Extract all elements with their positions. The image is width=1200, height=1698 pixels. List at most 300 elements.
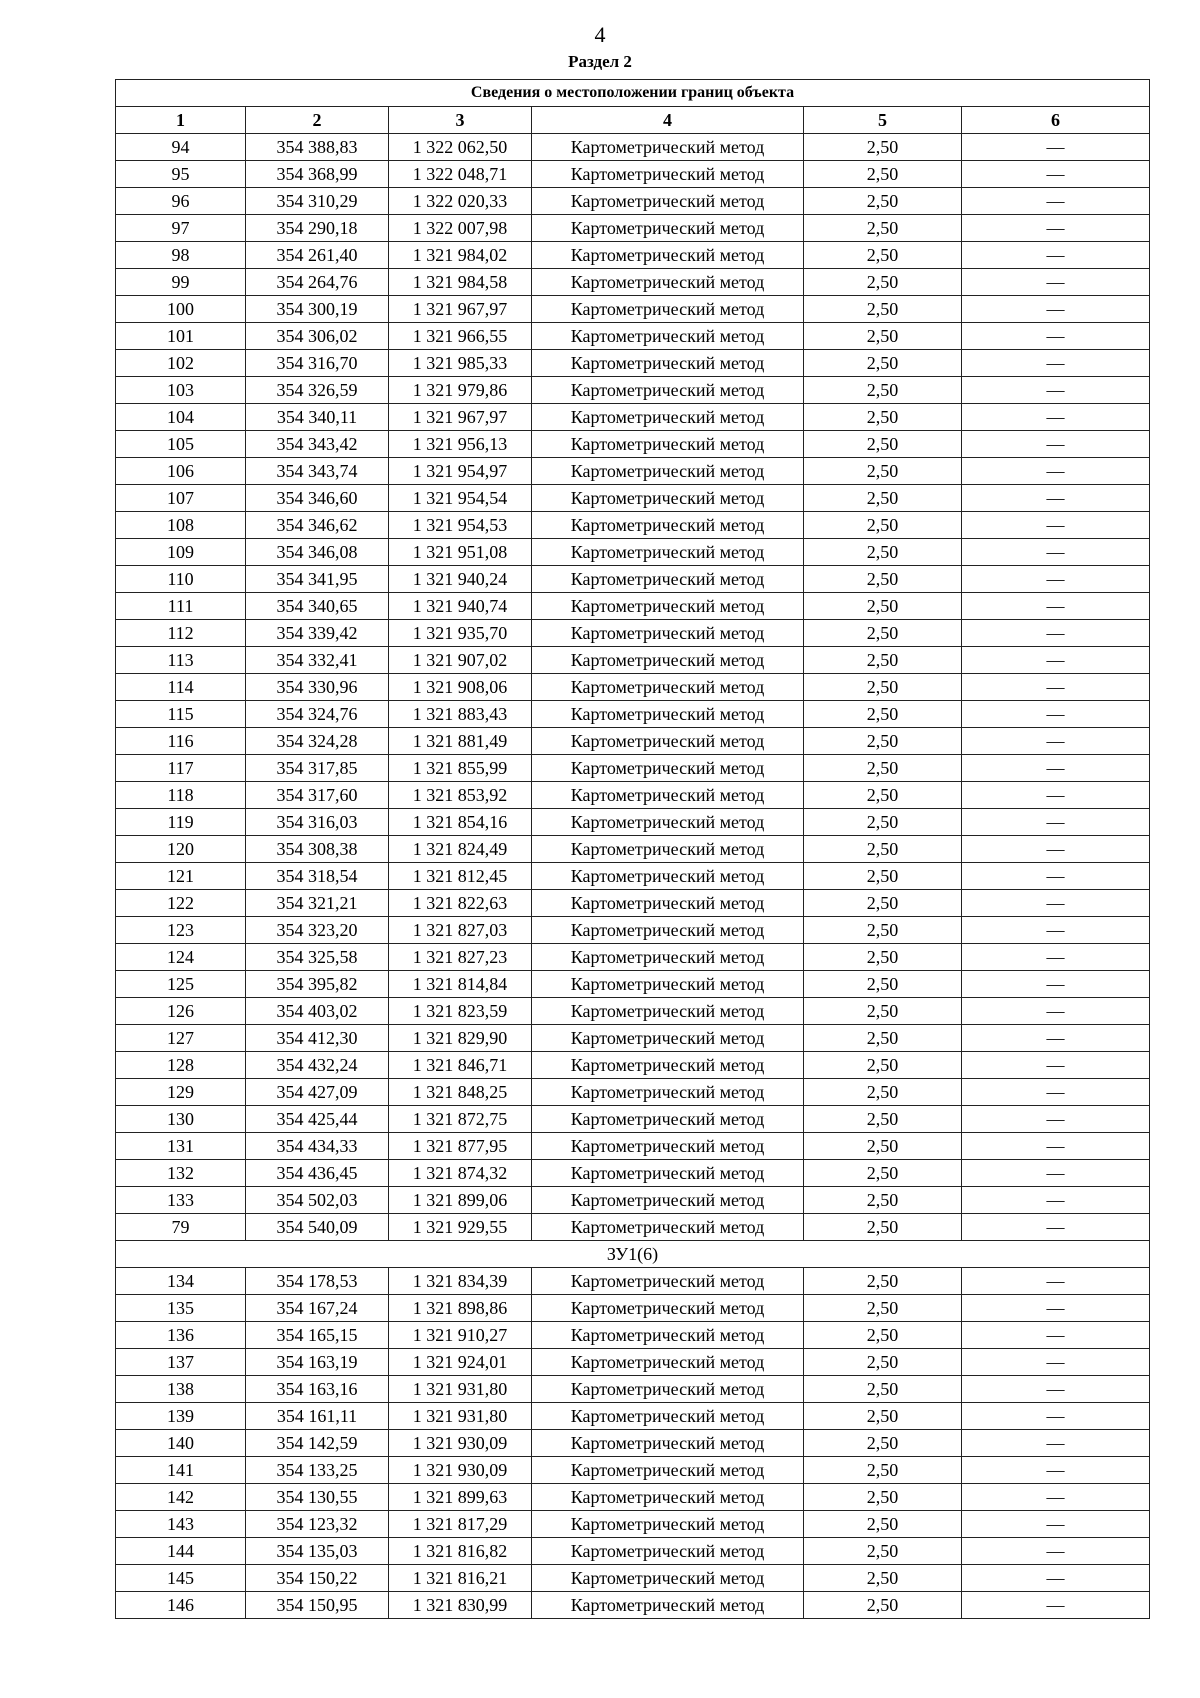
method-cell: Картометрический метод <box>532 1052 804 1079</box>
accuracy-cell: 2,50 <box>804 539 962 566</box>
point-number-cell: 119 <box>116 809 246 836</box>
y-coordinate-cell: 1 321 827,23 <box>389 944 532 971</box>
y-coordinate-cell: 1 321 930,09 <box>389 1457 532 1484</box>
description-cell: — <box>962 1349 1150 1376</box>
table-row <box>116 1592 1150 1619</box>
method-cell: Картометрический метод <box>532 485 804 512</box>
accuracy-cell: 2,50 <box>804 1349 962 1376</box>
accuracy-cell: 2,50 <box>804 1268 962 1295</box>
accuracy-cell: 2,50 <box>804 1511 962 1538</box>
description-cell: — <box>962 917 1150 944</box>
x-coordinate-cell: 354 163,16 <box>246 1376 389 1403</box>
description-cell: — <box>962 1133 1150 1160</box>
y-coordinate-cell: 1 321 907,02 <box>389 647 532 674</box>
x-coordinate-cell: 354 395,82 <box>246 971 389 998</box>
point-number-cell: 105 <box>116 431 246 458</box>
table-row <box>116 1322 1150 1349</box>
method-cell: Картометрический метод <box>532 377 804 404</box>
point-number-cell: 100 <box>116 296 246 323</box>
accuracy-cell: 2,50 <box>804 1025 962 1052</box>
point-number-cell: 130 <box>116 1106 246 1133</box>
table-row <box>116 863 1150 890</box>
description-cell: — <box>962 674 1150 701</box>
description-cell: — <box>962 215 1150 242</box>
y-coordinate-cell: 1 321 984,02 <box>389 242 532 269</box>
description-cell: — <box>962 1430 1150 1457</box>
table-row <box>116 1187 1150 1214</box>
y-coordinate-cell: 1 321 848,25 <box>389 1079 532 1106</box>
accuracy-cell: 2,50 <box>804 971 962 998</box>
y-coordinate-cell: 1 321 816,21 <box>389 1565 532 1592</box>
accuracy-cell: 2,50 <box>804 1295 962 1322</box>
method-cell: Картометрический метод <box>532 1025 804 1052</box>
x-coordinate-cell: 354 310,29 <box>246 188 389 215</box>
x-coordinate-cell: 354 368,99 <box>246 161 389 188</box>
y-coordinate-cell: 1 321 984,58 <box>389 269 532 296</box>
x-coordinate-cell: 354 317,85 <box>246 755 389 782</box>
table-row <box>116 1268 1150 1295</box>
description-cell: — <box>962 728 1150 755</box>
x-coordinate-cell: 354 388,83 <box>246 134 389 161</box>
y-coordinate-cell: 1 321 834,39 <box>389 1268 532 1295</box>
accuracy-cell: 2,50 <box>804 944 962 971</box>
accuracy-cell: 2,50 <box>804 1079 962 1106</box>
point-number-cell: 117 <box>116 755 246 782</box>
accuracy-cell: 2,50 <box>804 350 962 377</box>
accuracy-cell: 2,50 <box>804 863 962 890</box>
accuracy-cell: 2,50 <box>804 188 962 215</box>
method-cell: Картометрический метод <box>532 593 804 620</box>
table-row <box>116 566 1150 593</box>
x-coordinate-cell: 354 300,19 <box>246 296 389 323</box>
table-row <box>116 215 1150 242</box>
x-coordinate-cell: 354 130,55 <box>246 1484 389 1511</box>
x-coordinate-cell: 354 427,09 <box>246 1079 389 1106</box>
x-coordinate-cell: 354 330,96 <box>246 674 389 701</box>
y-coordinate-cell: 1 321 931,80 <box>389 1376 532 1403</box>
x-coordinate-cell: 354 163,19 <box>246 1349 389 1376</box>
method-cell: Картометрический метод <box>532 728 804 755</box>
table-row <box>116 647 1150 674</box>
method-cell: Картометрический метод <box>532 1376 804 1403</box>
table-row <box>116 701 1150 728</box>
description-cell: — <box>962 1403 1150 1430</box>
x-coordinate-cell: 354 436,45 <box>246 1160 389 1187</box>
method-cell: Картометрический метод <box>532 1592 804 1619</box>
point-number-cell: 140 <box>116 1430 246 1457</box>
description-cell: — <box>962 809 1150 836</box>
accuracy-cell: 2,50 <box>804 1403 962 1430</box>
table-row <box>116 404 1150 431</box>
point-number-cell: 138 <box>116 1376 246 1403</box>
x-coordinate-cell: 354 150,22 <box>246 1565 389 1592</box>
table-row <box>116 944 1150 971</box>
description-cell: — <box>962 188 1150 215</box>
x-coordinate-cell: 354 346,60 <box>246 485 389 512</box>
table-row <box>116 1457 1150 1484</box>
accuracy-cell: 2,50 <box>804 566 962 593</box>
point-number-cell: 135 <box>116 1295 246 1322</box>
y-coordinate-cell: 1 321 854,16 <box>389 809 532 836</box>
point-number-cell: 109 <box>116 539 246 566</box>
method-cell: Картометрический метод <box>532 1214 804 1241</box>
method-cell: Картометрический метод <box>532 1484 804 1511</box>
point-number-cell: 120 <box>116 836 246 863</box>
y-coordinate-cell: 1 321 956,13 <box>389 431 532 458</box>
table-row <box>116 296 1150 323</box>
description-cell: — <box>962 944 1150 971</box>
accuracy-cell: 2,50 <box>804 917 962 944</box>
method-cell: Картометрический метод <box>532 620 804 647</box>
method-cell: Картометрический метод <box>532 755 804 782</box>
y-coordinate-cell: 1 321 908,06 <box>389 674 532 701</box>
accuracy-cell: 2,50 <box>804 998 962 1025</box>
accuracy-cell: 2,50 <box>804 296 962 323</box>
y-coordinate-cell: 1 321 853,92 <box>389 782 532 809</box>
x-coordinate-cell: 354 167,24 <box>246 1295 389 1322</box>
method-cell: Картометрический метод <box>532 269 804 296</box>
y-coordinate-cell: 1 321 931,80 <box>389 1403 532 1430</box>
table-row <box>116 512 1150 539</box>
table-row <box>116 323 1150 350</box>
x-coordinate-cell: 354 332,41 <box>246 647 389 674</box>
table-row <box>116 458 1150 485</box>
method-cell: Картометрический метод <box>532 1133 804 1160</box>
method-cell: Картометрический метод <box>532 404 804 431</box>
point-number-cell: 127 <box>116 1025 246 1052</box>
table-row <box>116 755 1150 782</box>
y-coordinate-cell: 1 321 812,45 <box>389 863 532 890</box>
y-coordinate-cell: 1 321 954,53 <box>389 512 532 539</box>
x-coordinate-cell: 354 306,02 <box>246 323 389 350</box>
x-coordinate-cell: 354 412,30 <box>246 1025 389 1052</box>
x-coordinate-cell: 354 324,28 <box>246 728 389 755</box>
method-cell: Картометрический метод <box>532 1322 804 1349</box>
point-number-cell: 121 <box>116 863 246 890</box>
y-coordinate-cell: 1 321 822,63 <box>389 890 532 917</box>
table-row <box>116 242 1150 269</box>
description-cell: — <box>962 458 1150 485</box>
section-title: Раздел 2 <box>568 52 632 71</box>
table-row <box>116 998 1150 1025</box>
description-cell: — <box>962 1295 1150 1322</box>
x-coordinate-cell: 354 324,76 <box>246 701 389 728</box>
y-coordinate-cell: 1 321 951,08 <box>389 539 532 566</box>
accuracy-cell: 2,50 <box>804 431 962 458</box>
x-coordinate-cell: 354 308,38 <box>246 836 389 863</box>
y-coordinate-cell: 1 322 048,71 <box>389 161 532 188</box>
accuracy-cell: 2,50 <box>804 809 962 836</box>
method-cell: Картометрический метод <box>532 1457 804 1484</box>
y-coordinate-cell: 1 321 816,82 <box>389 1538 532 1565</box>
method-cell: Картометрический метод <box>532 512 804 539</box>
point-number-cell: 108 <box>116 512 246 539</box>
x-coordinate-cell: 354 343,74 <box>246 458 389 485</box>
y-coordinate-cell: 1 321 899,63 <box>389 1484 532 1511</box>
method-cell: Картометрический метод <box>532 539 804 566</box>
table-row <box>116 1133 1150 1160</box>
method-cell: Картометрический метод <box>532 809 804 836</box>
column-header-4: 4 <box>532 107 804 134</box>
description-cell: — <box>962 620 1150 647</box>
point-number-cell: 104 <box>116 404 246 431</box>
method-cell: Картометрический метод <box>532 836 804 863</box>
method-cell: Картометрический метод <box>532 566 804 593</box>
method-cell: Картометрический метод <box>532 944 804 971</box>
table-caption: Сведения о местоположении границ объекта <box>116 80 1150 107</box>
y-coordinate-cell: 1 321 877,95 <box>389 1133 532 1160</box>
accuracy-cell: 2,50 <box>804 728 962 755</box>
x-coordinate-cell: 354 340,11 <box>246 404 389 431</box>
method-cell: Картометрический метод <box>532 917 804 944</box>
table-row <box>116 620 1150 647</box>
accuracy-cell: 2,50 <box>804 512 962 539</box>
method-cell: Картометрический метод <box>532 647 804 674</box>
method-cell: Картометрический метод <box>532 134 804 161</box>
table-row <box>116 1079 1150 1106</box>
accuracy-cell: 2,50 <box>804 1376 962 1403</box>
method-cell: Картометрический метод <box>532 863 804 890</box>
point-number-cell: 145 <box>116 1565 246 1592</box>
method-cell: Картометрический метод <box>532 215 804 242</box>
accuracy-cell: 2,50 <box>804 269 962 296</box>
x-coordinate-cell: 354 161,11 <box>246 1403 389 1430</box>
method-cell: Картометрический метод <box>532 1349 804 1376</box>
point-number-cell: 110 <box>116 566 246 593</box>
y-coordinate-cell: 1 321 883,43 <box>389 701 532 728</box>
point-number-cell: 101 <box>116 323 246 350</box>
description-cell: — <box>962 971 1150 998</box>
method-cell: Картометрический метод <box>532 296 804 323</box>
method-cell: Картометрический метод <box>532 458 804 485</box>
method-cell: Картометрический метод <box>532 674 804 701</box>
description-cell: — <box>962 1457 1150 1484</box>
point-number-cell: 128 <box>116 1052 246 1079</box>
point-number-cell: 129 <box>116 1079 246 1106</box>
description-cell: — <box>962 1268 1150 1295</box>
accuracy-cell: 2,50 <box>804 620 962 647</box>
x-coordinate-cell: 354 123,32 <box>246 1511 389 1538</box>
point-number-cell: 94 <box>116 134 246 161</box>
method-cell: Картометрический метод <box>532 1160 804 1187</box>
description-cell: — <box>962 134 1150 161</box>
accuracy-cell: 2,50 <box>804 1592 962 1619</box>
method-cell: Картометрический метод <box>532 350 804 377</box>
table-row <box>116 1484 1150 1511</box>
y-coordinate-cell: 1 322 007,98 <box>389 215 532 242</box>
accuracy-cell: 2,50 <box>804 404 962 431</box>
y-coordinate-cell: 1 321 899,06 <box>389 1187 532 1214</box>
accuracy-cell: 2,50 <box>804 1052 962 1079</box>
x-coordinate-cell: 354 323,20 <box>246 917 389 944</box>
table-row <box>116 1106 1150 1133</box>
y-coordinate-cell: 1 321 829,90 <box>389 1025 532 1052</box>
x-coordinate-cell: 354 150,95 <box>246 1592 389 1619</box>
table-caption-row <box>116 80 1150 107</box>
accuracy-cell: 2,50 <box>804 1565 962 1592</box>
point-number-cell: 115 <box>116 701 246 728</box>
y-coordinate-cell: 1 321 827,03 <box>389 917 532 944</box>
table-body <box>116 134 1150 1619</box>
table-row <box>116 593 1150 620</box>
y-coordinate-cell: 1 321 898,86 <box>389 1295 532 1322</box>
y-coordinate-cell: 1 321 924,01 <box>389 1349 532 1376</box>
accuracy-cell: 2,50 <box>804 1322 962 1349</box>
description-cell: — <box>962 863 1150 890</box>
y-coordinate-cell: 1 321 930,09 <box>389 1430 532 1457</box>
y-coordinate-cell: 1 321 814,84 <box>389 971 532 998</box>
x-coordinate-cell: 354 290,18 <box>246 215 389 242</box>
x-coordinate-cell: 354 133,25 <box>246 1457 389 1484</box>
column-header-2: 2 <box>246 107 389 134</box>
table-row <box>116 1565 1150 1592</box>
table-row <box>116 188 1150 215</box>
x-coordinate-cell: 354 425,44 <box>246 1106 389 1133</box>
y-coordinate-cell: 1 321 823,59 <box>389 998 532 1025</box>
y-coordinate-cell: 1 321 874,32 <box>389 1160 532 1187</box>
y-coordinate-cell: 1 321 830,99 <box>389 1592 532 1619</box>
column-header-1: 1 <box>116 107 246 134</box>
point-number-cell: 111 <box>116 593 246 620</box>
point-number-cell: 112 <box>116 620 246 647</box>
method-cell: Картометрический метод <box>532 431 804 458</box>
table-row <box>116 377 1150 404</box>
method-cell: Картометрический метод <box>532 1430 804 1457</box>
y-coordinate-cell: 1 322 020,33 <box>389 188 532 215</box>
group-label-row <box>116 1241 1150 1268</box>
accuracy-cell: 2,50 <box>804 1214 962 1241</box>
point-number-cell: 113 <box>116 647 246 674</box>
accuracy-cell: 2,50 <box>804 485 962 512</box>
table-row <box>116 134 1150 161</box>
accuracy-cell: 2,50 <box>804 134 962 161</box>
x-coordinate-cell: 354 540,09 <box>246 1214 389 1241</box>
point-number-cell: 146 <box>116 1592 246 1619</box>
accuracy-cell: 2,50 <box>804 323 962 350</box>
point-number-cell: 103 <box>116 377 246 404</box>
x-coordinate-cell: 354 325,58 <box>246 944 389 971</box>
description-cell: — <box>962 1160 1150 1187</box>
accuracy-cell: 2,50 <box>804 1133 962 1160</box>
table-row <box>116 836 1150 863</box>
method-cell: Картометрический метод <box>532 161 804 188</box>
point-number-cell: 114 <box>116 674 246 701</box>
y-coordinate-cell: 1 321 967,97 <box>389 296 532 323</box>
point-number-cell: 133 <box>116 1187 246 1214</box>
x-coordinate-cell: 354 340,65 <box>246 593 389 620</box>
accuracy-cell: 2,50 <box>804 242 962 269</box>
accuracy-cell: 2,50 <box>804 1160 962 1187</box>
point-number-cell: 106 <box>116 458 246 485</box>
accuracy-cell: 2,50 <box>804 1106 962 1133</box>
point-number-cell: 118 <box>116 782 246 809</box>
y-coordinate-cell: 1 321 954,54 <box>389 485 532 512</box>
point-number-cell: 142 <box>116 1484 246 1511</box>
y-coordinate-cell: 1 321 985,33 <box>389 350 532 377</box>
x-coordinate-cell: 354 178,53 <box>246 1268 389 1295</box>
table-row <box>116 728 1150 755</box>
point-number-cell: 139 <box>116 1403 246 1430</box>
description-cell: — <box>962 1025 1150 1052</box>
x-coordinate-cell: 354 343,42 <box>246 431 389 458</box>
accuracy-cell: 2,50 <box>804 215 962 242</box>
description-cell: — <box>962 377 1150 404</box>
method-cell: Картометрический метод <box>532 701 804 728</box>
x-coordinate-cell: 354 316,03 <box>246 809 389 836</box>
accuracy-cell: 2,50 <box>804 1484 962 1511</box>
method-cell: Картометрический метод <box>532 242 804 269</box>
y-coordinate-cell: 1 321 881,49 <box>389 728 532 755</box>
y-coordinate-cell: 1 321 855,99 <box>389 755 532 782</box>
point-number-cell: 132 <box>116 1160 246 1187</box>
accuracy-cell: 2,50 <box>804 1457 962 1484</box>
point-number-cell: 143 <box>116 1511 246 1538</box>
method-cell: Картометрический метод <box>532 1187 804 1214</box>
y-coordinate-cell: 1 321 979,86 <box>389 377 532 404</box>
description-cell: — <box>962 1376 1150 1403</box>
description-cell: — <box>962 998 1150 1025</box>
description-cell: — <box>962 269 1150 296</box>
description-cell: — <box>962 701 1150 728</box>
description-cell: — <box>962 836 1150 863</box>
table-row <box>116 1538 1150 1565</box>
accuracy-cell: 2,50 <box>804 674 962 701</box>
method-cell: Картометрический метод <box>532 323 804 350</box>
x-coordinate-cell: 354 341,95 <box>246 566 389 593</box>
description-cell: — <box>962 1322 1150 1349</box>
column-header-6: 6 <box>962 107 1150 134</box>
point-number-cell: 144 <box>116 1538 246 1565</box>
x-coordinate-cell: 354 502,03 <box>246 1187 389 1214</box>
method-cell: Картометрический метод <box>532 188 804 215</box>
description-cell: — <box>962 1538 1150 1565</box>
accuracy-cell: 2,50 <box>804 1187 962 1214</box>
method-cell: Картометрический метод <box>532 1538 804 1565</box>
method-cell: Картометрический метод <box>532 782 804 809</box>
page-number: 4 <box>594 22 606 47</box>
point-number-cell: 79 <box>116 1214 246 1241</box>
table-row <box>116 485 1150 512</box>
accuracy-cell: 2,50 <box>804 161 962 188</box>
accuracy-cell: 2,50 <box>804 1538 962 1565</box>
accuracy-cell: 2,50 <box>804 701 962 728</box>
point-number-cell: 98 <box>116 242 246 269</box>
point-number-cell: 95 <box>116 161 246 188</box>
description-cell: — <box>962 350 1150 377</box>
method-cell: Картометрический метод <box>532 971 804 998</box>
point-number-cell: 124 <box>116 944 246 971</box>
table-row <box>116 1349 1150 1376</box>
x-coordinate-cell: 354 135,03 <box>246 1538 389 1565</box>
description-cell: — <box>962 539 1150 566</box>
table-row <box>116 1214 1150 1241</box>
y-coordinate-cell: 1 321 872,75 <box>389 1106 532 1133</box>
accuracy-cell: 2,50 <box>804 890 962 917</box>
x-coordinate-cell: 354 165,15 <box>246 1322 389 1349</box>
point-number-cell: 107 <box>116 485 246 512</box>
x-coordinate-cell: 354 432,24 <box>246 1052 389 1079</box>
accuracy-cell: 2,50 <box>804 755 962 782</box>
point-number-cell: 97 <box>116 215 246 242</box>
table-row <box>116 1025 1150 1052</box>
method-cell: Картометрический метод <box>532 998 804 1025</box>
y-coordinate-cell: 1 321 824,49 <box>389 836 532 863</box>
description-cell: — <box>962 782 1150 809</box>
y-coordinate-cell: 1 322 062,50 <box>389 134 532 161</box>
table-row <box>116 269 1150 296</box>
point-number-cell: 102 <box>116 350 246 377</box>
description-cell: — <box>962 161 1150 188</box>
